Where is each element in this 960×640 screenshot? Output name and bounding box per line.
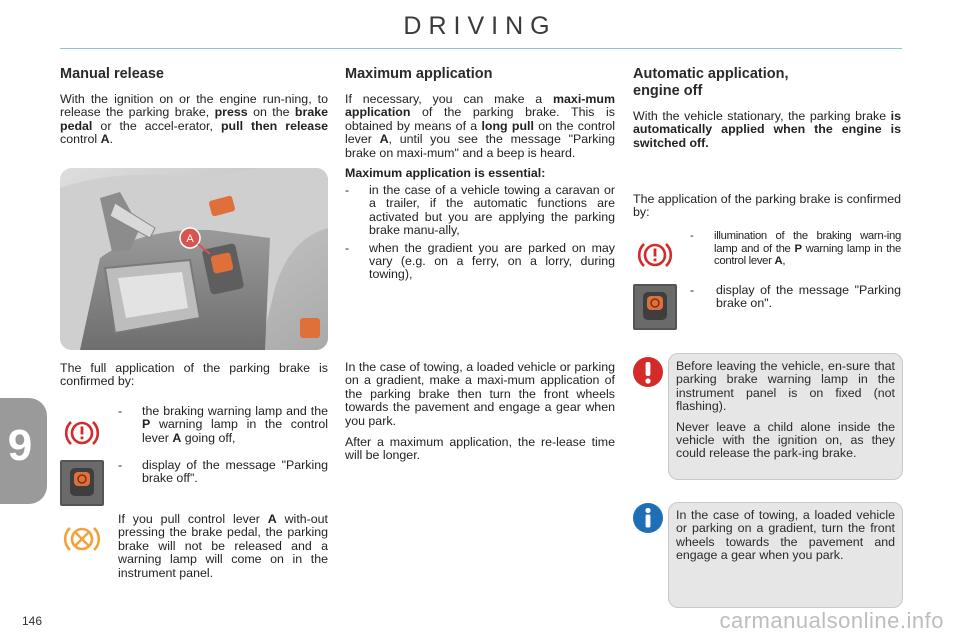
brake-warning-icon [63, 414, 101, 452]
manual-release-note: If you pull control lever A with-out pressing the brake pedal, the parking brake will not be released and a warning lamp will come on in the instrument panel. [118, 512, 328, 580]
manual-release-text: With the ignition on or the engine run-ning, to release the parking brake, press on the brake pedal or the accel-erator, pull then release control A. [60, 92, 328, 147]
brake-fault-icon [62, 520, 100, 558]
automatic-application-section [633, 66, 901, 150]
info-box [668, 502, 903, 608]
maximum-towing-text: In the case of towing, a loaded vehicle or parking on a gradient, make a maxi-mum application of the parking brake then turn the front wheels towards the pavement and engage a gear when you park. [345, 360, 615, 428]
maximum-application-section [345, 66, 615, 282]
brake-warning-icon [636, 236, 674, 274]
manual-confirm-item-1: - the braking warning lamp and the P warning lamp in the control lever A going off, [118, 404, 328, 445]
parking-brake-photo [60, 168, 328, 350]
page-number: 146 [22, 614, 43, 628]
manual-release-section [60, 66, 328, 147]
maximum-towing-section [345, 361, 615, 463]
maximum-release-time-text: After a maximum application, the re-lease time will be longer. [345, 435, 615, 463]
maximum-application-text: If necessary, you can make a maxi-mum application of the parking brake. This is obtained by means of a long pull on the control lever A, until you see the message "Parking brake on maxi-mum" and a beep is heard. [345, 92, 615, 160]
automatic-confirm [633, 193, 901, 220]
parking-lever-icon [60, 460, 104, 506]
maximum-essential-heading: Maximum application is essential: [345, 166, 546, 181]
photo-callout-label: A [186, 233, 194, 245]
automatic-application-text: With the vehicle stationary, the parking brake is automatically applied when the engine is switched off. [633, 109, 901, 150]
automatic-confirm-item-1: - illumination of the braking warn-ing lamp and of the P warning lamp in the control lever A, [690, 230, 901, 268]
manual-release-confirm [60, 362, 328, 389]
manual-release-confirm-text: The full application of the parking brake is confirmed by: [60, 361, 328, 389]
chapter-number: 9 [7, 421, 33, 470]
parking-lever-icon [633, 284, 677, 330]
automatic-confirm-item-2: - display of the message "Parking brake on". [690, 283, 901, 311]
info-box-text: In the case of towing, a loaded vehicle or parking on a gradient, turn the front wheels towards the pavement and engage a gear when you park. [676, 508, 895, 563]
manual-confirm-item-2: - display of the message "Parking brake off". [118, 458, 328, 486]
exclamation-icon [632, 356, 664, 388]
header-rule [60, 48, 902, 49]
manual-release-heading: Manual release [60, 66, 164, 82]
automatic-confirm-text: The application of the parking brake is confirmed by: [633, 192, 901, 220]
info-icon [632, 502, 664, 534]
page-title: DRIVING [403, 12, 557, 40]
warning-box-text-1: Before leaving the vehicle, en-sure that parking brake warning lamp in the instrument panel is on fixed (not flashing). [676, 359, 895, 414]
maximum-application-heading: Maximum application [345, 66, 493, 82]
automatic-application-heading: Automatic application, engine off [633, 66, 789, 99]
warning-box-text-2: Never leave a child alone inside the vehicle with the ignition on, as they could release the park-ing brake. [676, 419, 895, 461]
watermark: carmanualsonline.info [719, 608, 944, 633]
warning-box [668, 353, 903, 480]
maximum-essential-item-2: - when the gradient you are parked on may vary (e.g. on a ferry, on a lorry, during towing), [345, 240, 615, 282]
maximum-essential-item-1: - in the case of a vehicle towing a caravan or a trailer, if the automatic functions are activated but you are applying the parking brake manu-ally, [345, 183, 615, 238]
